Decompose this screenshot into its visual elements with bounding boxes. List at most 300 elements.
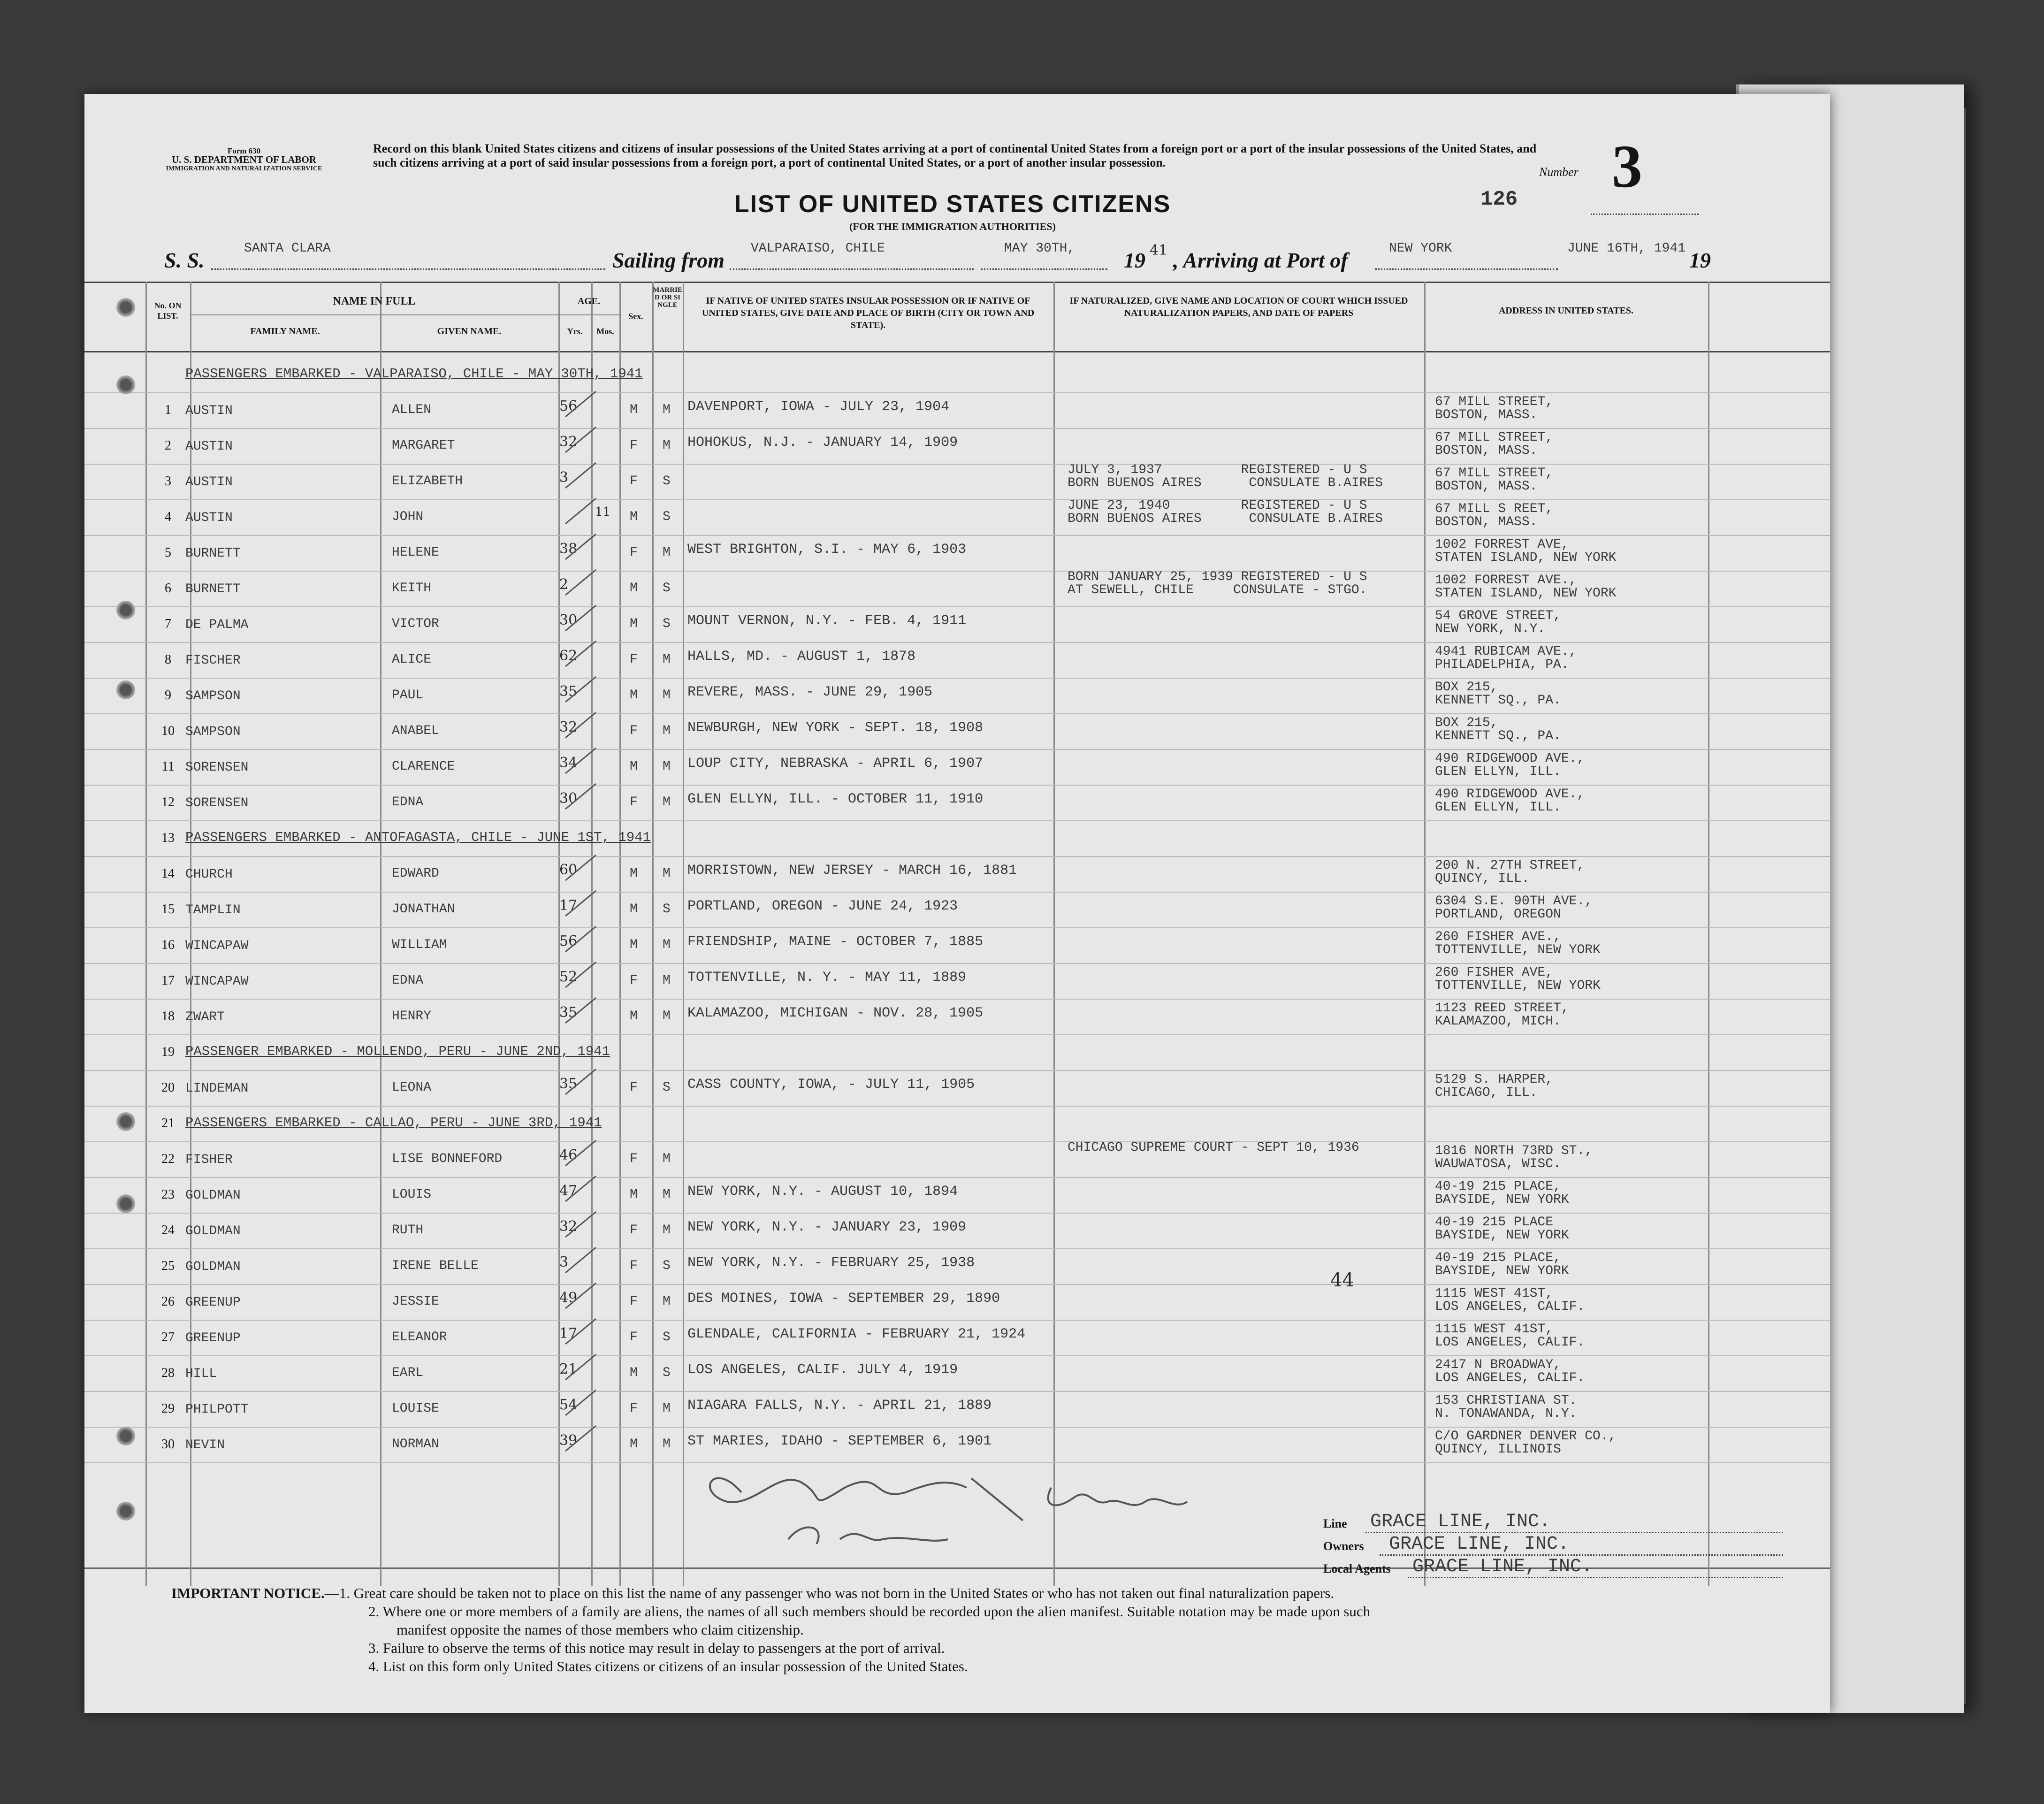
row-divider: [84, 464, 1830, 465]
row-divider: [84, 392, 1830, 393]
address-line-2: WAUWATOSA, WISC.: [1435, 1157, 1561, 1171]
sex: F: [630, 795, 638, 810]
given-name: EDNA: [392, 973, 424, 988]
row-divider: [84, 785, 1830, 786]
given-name: CLARENCE: [392, 759, 455, 774]
age-years: 49: [559, 1290, 578, 1306]
manifest-page: [84, 94, 1830, 1713]
naturalization-line-2: BORN BUENOS AIRES CONSULATE B.AIRES: [1068, 476, 1383, 490]
age-years: 32: [559, 434, 578, 450]
marital-status: S: [663, 617, 671, 631]
naturalization-line-1: JULY 3, 1937 REGISTERED - U S: [1068, 463, 1367, 477]
punch-hole: [116, 375, 135, 394]
address-line-1: 1002 FORREST AVE.,: [1435, 573, 1577, 588]
marital-status: M: [663, 724, 671, 738]
year-prefix: 19: [1124, 248, 1145, 272]
punch-hole: [116, 1194, 135, 1213]
marital-status: M: [663, 1401, 671, 1416]
sail-date: MAY 30TH,: [1004, 241, 1075, 256]
address-line-1: 5129 S. HARPER,: [1435, 1072, 1554, 1087]
arrival-year-label: 19: [1689, 248, 1711, 272]
given-name: HENRY: [392, 1009, 432, 1024]
given-name: JOHN: [392, 510, 424, 524]
age-check-mark: [563, 673, 601, 706]
birth-place-date: DES MOINES, IOWA - SEPTEMBER 29, 1890: [687, 1291, 1000, 1307]
row-divider: [84, 428, 1830, 429]
age-years: 47: [559, 1183, 578, 1199]
given-name: LISE BONNEFORD: [392, 1152, 503, 1166]
row-number: 20: [161, 1080, 175, 1095]
marital-status: M: [663, 403, 671, 417]
birth-place-date: DAVENPORT, IOWA - JULY 23, 1904: [687, 399, 950, 415]
sex: F: [630, 1330, 638, 1345]
marital-status: M: [663, 1437, 671, 1452]
family-name: BURNETT: [185, 582, 241, 596]
row-divider: [84, 927, 1830, 928]
address-line-2: TOTTENVILLE, NEW YORK: [1435, 978, 1601, 993]
birth-place-date: REVERE, MASS. - JUNE 29, 1905: [687, 684, 933, 700]
family-name: FISCHER: [185, 653, 241, 668]
page-stamp: 126: [1480, 188, 1518, 211]
row-divider: [84, 1141, 1830, 1142]
marital-status: M: [663, 866, 671, 881]
age-years: 52: [559, 969, 578, 985]
row-number: 7: [165, 617, 171, 631]
age-check-mark: [563, 1315, 601, 1348]
line-label: Line: [1323, 1517, 1347, 1530]
address-line-1: 260 FISHER AVE,: [1435, 965, 1554, 980]
page-title: LIST OF UNITED STATES CITIZENS: [734, 191, 1171, 218]
address-line-2: BOSTON, MASS.: [1435, 479, 1538, 494]
passenger-list: [84, 94, 1830, 1596]
age-check-mark: [563, 459, 601, 492]
age-check-mark: [563, 602, 601, 634]
row-divider: [84, 1034, 1830, 1035]
row-divider: [84, 1177, 1830, 1178]
family-name: BURNETT: [185, 546, 241, 561]
row-divider: [84, 571, 1830, 572]
row-divider: [84, 1213, 1830, 1214]
sex: F: [630, 1080, 638, 1095]
sex: F: [630, 1152, 638, 1166]
address-line-2: PORTLAND, OREGON: [1435, 907, 1561, 922]
address-line-1: 40-19 215 PLACE,: [1435, 1251, 1561, 1265]
instructions-text: Record on this blank United States citizens and citizens of insular possessions of the United States arriving at a port of continental United States from a foreign port or a port of the insular possessions of the United States, and such citizens arriving at a port of said insular possessions from a foreign port, a port of continental United States, or a port of another insular possession.: [373, 142, 1537, 169]
from-port: VALPARAISO, CHILE: [751, 241, 885, 256]
row-divider: [84, 678, 1830, 679]
family-name: SAMPSON: [185, 689, 241, 703]
address-line-1: 490 RIDGEWOOD AVE.,: [1435, 787, 1585, 802]
owners-label: Owners: [1323, 1539, 1364, 1553]
family-name: AUSTIN: [185, 439, 233, 454]
important-notice: [171, 1584, 1814, 1675]
section-heading: PASSENGERS EMBARKED - VALPARAISO, CHILE - MAY 30TH, 1941: [185, 366, 643, 382]
age-years: 17: [559, 897, 578, 914]
sex: M: [630, 902, 638, 917]
marital-status: M: [663, 1187, 671, 1202]
row-divider: [84, 892, 1830, 893]
sex: M: [630, 866, 638, 881]
form-number: Form 630: [227, 146, 261, 155]
family-name: GREENUP: [185, 1331, 241, 1345]
row-divider: [84, 1355, 1830, 1356]
address-line-2: KENNETT SQ., PA.: [1435, 693, 1561, 708]
family-name: DE PALMA: [185, 618, 249, 632]
age-check-mark: [563, 1279, 601, 1312]
given-name: IRENE BELLE: [392, 1259, 479, 1273]
family-name: LINDEMAN: [185, 1081, 249, 1096]
age-years: 38: [559, 541, 578, 557]
section-heading: PASSENGERS EMBARKED - ANTOFAGASTA, CHILE - JUNE 1ST, 1941: [185, 830, 651, 845]
family-name: GREENUP: [185, 1295, 241, 1310]
ship-name: SANTA CLARA: [244, 241, 331, 256]
address-line-1: 1816 NORTH 73RD ST.,: [1435, 1144, 1593, 1158]
age-check-mark: [563, 388, 601, 420]
age-check-mark: [563, 851, 601, 884]
birth-place-date: NEW YORK, N.Y. - JANUARY 23, 1909: [687, 1219, 967, 1235]
given-name: EARL: [392, 1366, 424, 1380]
marital-status: S: [663, 474, 671, 489]
row-divider: [84, 713, 1830, 714]
given-name: JONATHAN: [392, 902, 455, 917]
sex: F: [630, 652, 638, 667]
age-years: 35: [559, 683, 578, 700]
arriving-label: , Arriving at Port of: [1173, 248, 1348, 272]
birth-place-date: GLEN ELLYN, ILL. - OCTOBER 11, 1910: [687, 791, 984, 807]
row-divider: [84, 1070, 1830, 1071]
col-address: ADDRESS IN UNITED STATES.: [1498, 306, 1634, 316]
address-line-1: 40-19 215 PLACE,: [1435, 1179, 1561, 1194]
line-value: GRACE LINE, INC.: [1370, 1511, 1551, 1532]
address-line-1: 67 MILL STREET,: [1435, 466, 1554, 481]
sex: F: [630, 1259, 638, 1273]
birth-place-date: NEWBURGH, NEW YORK - SEPT. 18, 1908: [687, 720, 984, 736]
year-suffix: 41: [1150, 242, 1168, 259]
row-number: 17: [161, 973, 175, 988]
address-line-2: PHILADELPHIA, PA.: [1435, 657, 1569, 672]
agents-label: Local Agents: [1323, 1562, 1391, 1575]
family-name: GOLDMAN: [185, 1260, 241, 1274]
age-years: 32: [559, 1218, 578, 1235]
sex: M: [630, 759, 638, 774]
row-number: 9: [165, 688, 171, 703]
address-line-1: 54 GROVE STREET,: [1435, 609, 1561, 623]
address-line-2: QUINCY, ILL.: [1435, 871, 1530, 886]
sex: M: [630, 1009, 638, 1024]
family-name: WINCAPAW: [185, 974, 249, 989]
given-name: ALICE: [392, 652, 432, 667]
notice-item-4: 4. List on this form only United States citizens or citizens of an insular possession of the United States.: [368, 1658, 968, 1674]
col-married-or-single: MARRIED OR SINGLE: [653, 286, 682, 309]
age-check-mark: [563, 1422, 601, 1455]
address-line-1: 67 MILL STREET,: [1435, 395, 1554, 409]
age-years: 30: [559, 612, 578, 628]
age-years: 39: [559, 1432, 578, 1449]
marital-status: M: [663, 688, 671, 703]
birth-place-date: FRIENDSHIP, MAINE - OCTOBER 7, 1885: [687, 934, 984, 950]
notice-label: IMPORTANT NOTICE.: [171, 1585, 325, 1601]
family-name: GOLDMAN: [185, 1224, 241, 1238]
row-divider: [84, 749, 1830, 750]
row-number: 16: [161, 938, 175, 952]
birth-place-date: HOHOKUS, N.J. - JANUARY 14, 1909: [687, 435, 958, 451]
marital-status: M: [663, 1152, 671, 1166]
marital-status: M: [663, 938, 671, 952]
punch-hole: [116, 1427, 135, 1445]
row-divider: [84, 1391, 1830, 1392]
address-line-1: 2417 N BROADWAY,: [1435, 1358, 1561, 1372]
given-name: ALLEN: [392, 403, 432, 417]
family-name: SAMPSON: [185, 725, 241, 739]
sex: M: [630, 1437, 638, 1452]
age-check-mark: [563, 1137, 601, 1170]
address-line-2: NEW YORK, N.Y.: [1435, 622, 1546, 636]
age-check-mark: [563, 887, 601, 920]
address-line-1: 153 CHRISTIANA ST.: [1435, 1393, 1577, 1408]
row-divider: [84, 999, 1830, 1000]
age-check-mark: [563, 923, 601, 956]
row-number: 26: [161, 1294, 175, 1309]
row-divider: [84, 499, 1830, 500]
given-name: LEONA: [392, 1080, 432, 1095]
notice-item-2a: 2. Where one or more members of a family are aliens, the names of all such members should be recorded upon the alien manifest. Suitable notation may be made upon such: [368, 1603, 1371, 1620]
col-name-in-full: NAME IN FULL: [333, 295, 416, 307]
tally-mark: 44: [1330, 1269, 1354, 1291]
sex: F: [630, 545, 638, 560]
marital-status: M: [663, 795, 671, 810]
birth-place-date: TOTTENVILLE, N. Y. - MAY 11, 1889: [687, 970, 967, 986]
marital-status: M: [663, 652, 671, 667]
marital-status: M: [663, 438, 671, 453]
age-years: 56: [559, 933, 578, 949]
number-value: 3: [1612, 133, 1642, 200]
address-line-1: 4941 RUBICAM AVE.,: [1435, 644, 1577, 659]
row-number: 18: [161, 1009, 175, 1024]
notice-item-3: 3. Failure to observe the terms of this notice may result in delay to passengers at the port of arrival.: [368, 1640, 945, 1656]
row-number: 1: [165, 403, 171, 417]
age-check-mark: [563, 780, 601, 813]
given-name: ELIZABETH: [392, 474, 463, 489]
birth-place-date: PORTLAND, OREGON - JUNE 24, 1923: [687, 898, 958, 914]
sex: M: [630, 938, 638, 952]
sex: F: [630, 724, 638, 738]
row-number: 12: [161, 795, 175, 810]
address-line-2: BAYSIDE, NEW YORK: [1435, 1264, 1569, 1278]
given-name: EDNA: [392, 795, 424, 810]
col-yrs: Yrs.: [567, 327, 583, 336]
punch-hole: [116, 680, 135, 699]
punch-hole: [116, 298, 135, 317]
row-number: 23: [161, 1187, 175, 1202]
address-line-2: GLEN ELLYN, ILL.: [1435, 764, 1561, 779]
age-check-mark: [563, 1065, 601, 1098]
sex: M: [630, 1366, 638, 1380]
family-name: SORENSEN: [185, 760, 249, 775]
marital-status: S: [663, 1080, 671, 1095]
birth-place-date: GLENDALE, CALIFORNIA - FEBRUARY 21, 1924: [687, 1326, 1026, 1342]
age-check-mark: [563, 495, 601, 527]
given-name: MARGARET: [392, 438, 455, 453]
address-line-1: BOX 215,: [1435, 716, 1498, 730]
family-name: WINCAPAW: [185, 939, 249, 953]
address-line-2: GLEN ELLYN, ILL.: [1435, 800, 1561, 815]
birth-place-date: LOUP CITY, NEBRASKA - APRIL 6, 1907: [687, 756, 984, 772]
row-number: 4: [165, 510, 171, 524]
age-check-mark: [563, 530, 601, 563]
section-heading: PASSENGER EMBARKED - MOLLENDO, PERU - JUNE 2ND, 1941: [185, 1044, 610, 1059]
age-years: 32: [559, 719, 578, 735]
family-name: CHURCH: [185, 867, 233, 882]
row-divider: [84, 820, 1830, 821]
birth-place-date: CASS COUNTY, IOWA, - JULY 11, 1905: [687, 1077, 975, 1093]
address-line-2: QUINCY, ILLINOIS: [1435, 1442, 1561, 1457]
age-years: 3: [559, 469, 569, 486]
notice-item-1: —1. Great care should be taken not to place on this list the name of any passenger who was not born in the United States or who has not taken out final naturalization papers.: [324, 1585, 1335, 1601]
naturalization-line-2: BORN BUENOS AIRES CONSULATE B.AIRES: [1068, 512, 1383, 526]
number-label: Number: [1539, 165, 1579, 179]
given-name: ANABEL: [392, 724, 439, 738]
naturalization-line-1: BORN JANUARY 25, 1939 REGISTERED - U S: [1068, 570, 1367, 584]
age-check-mark: [563, 1244, 601, 1277]
row-number: 21: [161, 1116, 175, 1131]
address-line-1: 490 RIDGEWOOD AVE.,: [1435, 751, 1585, 766]
family-name: AUSTIN: [185, 511, 233, 525]
address-line-2: CHICAGO, ILL.: [1435, 1085, 1538, 1100]
row-number: 2: [165, 438, 171, 453]
given-name: PAUL: [392, 688, 424, 703]
marital-status: M: [663, 1294, 671, 1309]
punch-hole: [116, 1502, 135, 1521]
department-name: U. S. DEPARTMENT OF LABOR: [171, 154, 317, 165]
marital-status: M: [663, 759, 671, 774]
family-name: HILL: [185, 1367, 217, 1381]
given-name: NORMAN: [392, 1437, 439, 1452]
row-divider: [84, 1106, 1830, 1107]
given-name: KEITH: [392, 581, 432, 596]
row-number: 30: [161, 1437, 175, 1452]
given-name: RUTH: [392, 1223, 424, 1238]
sex: F: [630, 1401, 638, 1416]
row-divider: [84, 1320, 1830, 1321]
age-years: 46: [559, 1147, 578, 1163]
given-name: LOUIS: [392, 1187, 432, 1202]
marital-status: S: [663, 510, 671, 524]
sex: M: [630, 581, 638, 596]
age-check-mark: [563, 958, 601, 991]
owners-value: GRACE LINE, INC.: [1389, 1534, 1570, 1555]
row-number: 14: [161, 866, 175, 881]
age-years: 54: [559, 1397, 578, 1413]
row-number: 5: [165, 545, 171, 560]
col-given-name: GIVEN NAME.: [437, 326, 502, 336]
marital-status: M: [663, 545, 671, 560]
age-check-mark: [563, 1208, 601, 1241]
birth-place-date: MOUNT VERNON, N.Y. - FEB. 4, 1911: [687, 613, 967, 629]
row-number: 6: [165, 581, 171, 596]
sex: F: [630, 973, 638, 988]
address-line-1: 6304 S.E. 90TH AVE.,: [1435, 894, 1593, 909]
row-number: 28: [161, 1366, 175, 1380]
agents-value: GRACE LINE, INC.: [1412, 1556, 1593, 1577]
family-name: PHILPOTT: [185, 1402, 249, 1417]
address-line-1: C/O GARDNER DENVER CO.,: [1435, 1429, 1617, 1444]
given-name: VICTOR: [392, 617, 439, 631]
row-divider: [84, 1284, 1830, 1285]
address-line-2: N. TONAWANDA, N.Y.: [1435, 1407, 1577, 1421]
address-line-2: STATEN ISLAND, NEW YORK: [1435, 550, 1617, 565]
address-line-2: KALAMAZOO, MICH.: [1435, 1014, 1561, 1029]
birth-place-date: NEW YORK, N.Y. - FEBRUARY 25, 1938: [687, 1255, 975, 1271]
address-line-1: 40-19 215 PLACE: [1435, 1215, 1554, 1230]
row-number: 19: [161, 1045, 175, 1059]
age-years: 30: [559, 790, 578, 807]
row-number: 29: [161, 1401, 175, 1416]
sex: M: [630, 510, 638, 524]
address-line-1: 1002 FORREST AVE,: [1435, 537, 1569, 552]
age-check-mark: [563, 566, 601, 599]
given-name: HELENE: [392, 545, 439, 560]
birth-place-date: HALLS, MD. - AUGUST 1, 1878: [687, 649, 916, 665]
birth-place-date: NEW YORK, N.Y. - AUGUST 10, 1894: [687, 1184, 958, 1200]
address-line-1: 1123 REED STREET,: [1435, 1001, 1569, 1016]
marital-status: S: [663, 581, 671, 596]
age-check-mark: [563, 744, 601, 777]
address-line-2: LOS ANGELES, CALIF.: [1435, 1371, 1585, 1385]
row-number: 3: [165, 474, 171, 489]
address-line-1: 67 MILL STREET,: [1435, 430, 1554, 445]
address-line-1: 67 MILL S REET,: [1435, 502, 1554, 516]
address-line-1: 260 FISHER AVE.,: [1435, 930, 1561, 944]
given-name: ELEANOR: [392, 1330, 447, 1345]
inspector-signature: [685, 1431, 1295, 1558]
col-sex: Sex.: [628, 312, 643, 321]
age-years: 34: [559, 755, 578, 771]
age-check-mark: [563, 1172, 601, 1205]
age-years: 62: [559, 648, 578, 664]
row-number: 27: [161, 1330, 175, 1345]
naturalization-line-2: AT SEWELL, CHILE CONSULATE - STGO.: [1068, 583, 1367, 597]
birth-place-date: MORRISTOWN, NEW JERSEY - MARCH 16, 1881: [687, 863, 1017, 879]
address-line-2: LOS ANGELES, CALIF.: [1435, 1299, 1585, 1314]
sex: M: [630, 1187, 638, 1202]
age-years: 60: [559, 862, 578, 878]
row-number: 11: [161, 759, 175, 774]
age-years: 21: [559, 1361, 578, 1377]
sailing-from-label: Sailing from: [612, 248, 725, 272]
age-check-mark: [563, 1386, 601, 1419]
row-number: 25: [161, 1259, 175, 1273]
address-line-2: LOS ANGELES, CALIF.: [1435, 1335, 1585, 1350]
punch-hole: [116, 601, 135, 619]
col-naturalized: IF NATURALIZED, GIVE NAME AND LOCATION OF COURT WHICH ISSUED NATURALIZATION PAPERS, AND DATE OF PAPERS: [1069, 296, 1408, 318]
age-check-mark: [563, 423, 601, 456]
row-divider: [84, 963, 1830, 964]
family-name: SORENSEN: [185, 796, 249, 810]
age-years: 35: [559, 1076, 578, 1092]
naturalization-line-1: JUNE 23, 1940 REGISTERED - U S: [1068, 498, 1367, 513]
address-line-2: BOSTON, MASS.: [1435, 515, 1538, 529]
birth-place-date: ST MARIES, IDAHO - SEPTEMBER 6, 1901: [687, 1433, 992, 1449]
marital-status: S: [663, 1330, 671, 1345]
row-number: 10: [161, 724, 175, 738]
sex: F: [630, 1223, 638, 1238]
address-line-1: BOX 215,: [1435, 680, 1498, 695]
age-years: 56: [559, 398, 578, 414]
age-check-mark: [563, 994, 601, 1027]
family-name: NEVIN: [185, 1438, 225, 1452]
sex: M: [630, 688, 638, 703]
row-divider: [84, 1248, 1830, 1249]
